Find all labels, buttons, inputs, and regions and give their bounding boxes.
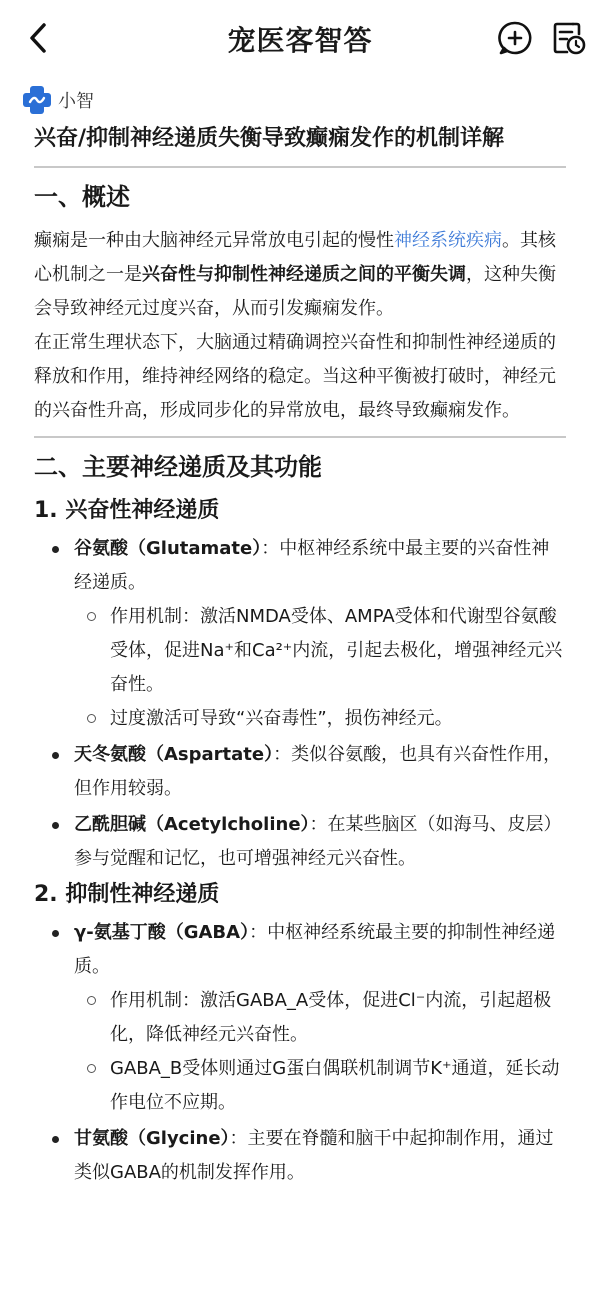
sub-list-item: 作用机制：激活NMDA受体、AMPA受体和代谢型谷氨酸受体，促进Na⁺和Ca²⁺内流，引起去极化，增强神经元兴奋性。 [110,600,566,702]
list-item: 乙酰胆碱（Acetylcholine）：在某些脑区（如海马、皮层）参与觉醒和记忆，也可增强神经元兴奋性。 [74,808,566,876]
divider [34,166,566,168]
sub-list [74,600,566,736]
history-icon[interactable] [551,20,587,56]
top-bar [0,0,600,78]
link-nervous-system-disease[interactable]: 神经系统疾病 [394,230,502,251]
sub-list-item: GABA_B受体则通过G蛋白偶联机制调节K⁺通道，延长动作电位不应期。 [110,1052,566,1120]
bullet-icon [52,1136,59,1143]
circle-bullet-icon [87,714,96,723]
list-item: 天冬氨酸（Aspartate）：类似谷氨酸，也具有兴奋性作用，但作用较弱。 [74,738,566,806]
chat-add-icon[interactable] [497,20,533,56]
sub-list [74,984,566,1120]
list-item: 谷氨酸（Glutamate）：中枢神经系统中最主要的兴奋性神经递质。 作用机制：激活NMDA受体、AMPA受体和代谢型谷氨酸受体，促进Na⁺和Ca²⁺内流，引起去极化，增强神经元兴奋性。 过度激活可导致“兴奋毒性”，损伤神经元。 [74,532,566,736]
section-heading: 二、主要神经递质及其功能 [34,453,322,481]
paragraph: 在正常生理状态下，大脑通过精确调控兴奋性和抑制性神经递质的释放和作用，维持神经网络的稳定。当这种平衡被打破时，神经元的兴奋性升高，形成同步化的异常放电，最终导致癫痫发作。 [34,332,556,421]
subsection-heading: 1. 兴奋性神经递质 [34,498,220,523]
bullet-icon [52,546,59,553]
page-title: 宠医客智答 [227,24,373,57]
list-item: γ-氨基丁酸（GABA）：中枢神经系统最主要的抑制性神经递质。 作用机制：激活GABA_A受体，促进Cl⁻内流，引起超极化，降低神经元兴奋性。 GABA_B受体则通过G蛋白偶联机制调节K⁺通道，延长动作电位不应期。 [74,916,566,1120]
assistant-name: 小智 [58,91,94,112]
divider [34,436,566,438]
circle-bullet-icon [87,612,96,621]
bullet-icon [52,752,59,759]
section-heading: 一、概述 [34,183,130,211]
circle-bullet-icon [87,1064,96,1073]
sub-list-item: 过度激活可导致“兴奋毒性”，损伤神经元。 [110,702,566,736]
paragraph: 癫痫是一种由大脑神经元异常放电引起的慢性神经系统疾病。其核心机制之一是兴奋性与抑制性神经递质之间的平衡失调，这种失衡会导致神经元过度兴奋，从而引发癫痫发作。 [34,230,556,319]
answer-content [34,82,566,1192]
bullet-icon [52,930,59,937]
bullet-icon [52,822,59,829]
subsection-heading: 2. 抑制性神经递质 [34,882,220,907]
question-title: 兴奋/抑制神经递质失衡导致癫痫发作的机制详解 [34,126,505,151]
list-item: 甘氨酸（Glycine）：主要在脊髓和脑干中起抑制作用，通过类似GABA的机制发挥作用。 [74,1122,566,1190]
assistant-brand [22,82,566,118]
inhibitory-list [34,916,566,1190]
sub-list-item: 作用机制：激活GABA_A受体，促进Cl⁻内流，引起超极化，降低神经元兴奋性。 [110,984,566,1052]
excitatory-list [34,532,566,876]
circle-bullet-icon [87,996,96,1005]
xiaozhi-logo-icon [22,85,52,115]
